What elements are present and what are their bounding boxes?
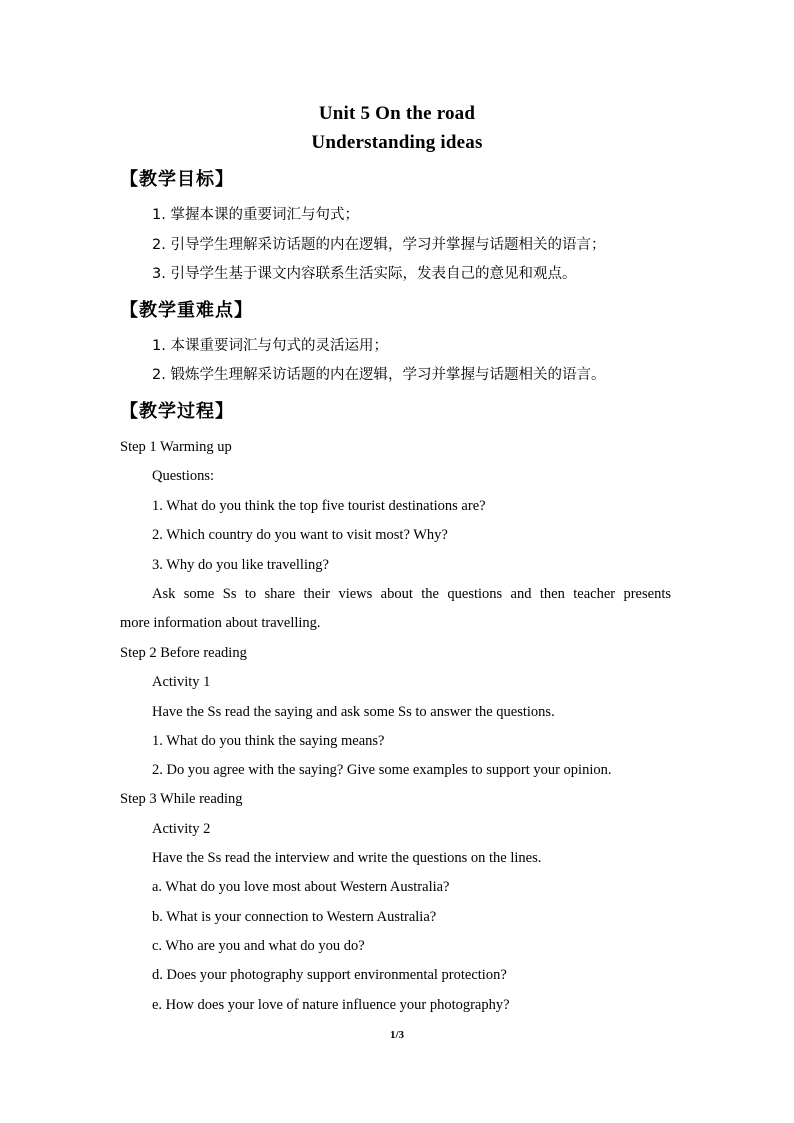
activity-label: Activity 2 xyxy=(152,821,211,837)
objective-item: 2. 引导学生理解采访话题的内在逻辑，学习并掌握与话题相关的语言； xyxy=(152,237,606,253)
question-option: a. What do you love most about Western Australia? xyxy=(152,879,450,895)
step3-instruction: Have the Ss read the interview and write the questions on the lines. xyxy=(152,850,542,866)
step1-question: 1. What do you think the top five tourist destinations are? xyxy=(152,498,486,514)
objective-item: 3. 引导学生基于课文内容联系生活实际，发表自己的意见和观点。 xyxy=(152,266,577,282)
step2-instruction: Have the Ss read the saying and ask some Ss to answer the questions. xyxy=(152,704,555,720)
key-point-item: 1. 本课重要词汇与句式的灵活运用； xyxy=(152,338,388,354)
step1-question: 2. Which country do you want to visit most? Why? xyxy=(152,527,448,543)
section-heading-process: 【教学过程】 xyxy=(120,401,234,422)
step1-heading: Step 1 Warming up xyxy=(120,439,232,455)
section-heading-key-points: 【教学重难点】 xyxy=(120,300,253,321)
question-option: e. How does your love of nature influence your photography? xyxy=(152,997,510,1013)
step2-heading: Step 2 Before reading xyxy=(120,645,247,661)
key-point-item: 2. 锻炼学生理解采访话题的内在逻辑，学习并掌握与话题相关的语言。 xyxy=(152,367,606,383)
unit-title: Unit 5 On the road xyxy=(318,103,476,124)
page-number: 1/3 xyxy=(389,1029,405,1041)
step1-question: 3. Why do you like travelling? xyxy=(152,557,329,573)
step1-paragraph-line: more information about travelling. xyxy=(120,615,321,631)
question-option: d. Does your photography support environmental protection? xyxy=(152,967,507,983)
activity-label: Activity 1 xyxy=(152,674,211,690)
step3-heading: Step 3 While reading xyxy=(120,791,243,807)
step2-question: 2. Do you agree with the saying? Give some examples to support your opinion. xyxy=(152,762,612,778)
objective-item: 1. 掌握本课的重要词汇与句式； xyxy=(152,207,359,223)
step2-question: 1. What do you think the saying means? xyxy=(152,733,385,749)
question-option: c. Who are you and what do you do? xyxy=(152,938,365,954)
section-heading-objectives: 【教学目标】 xyxy=(120,169,234,190)
step1-paragraph-line: Ask some Ss to share their views about the questions and then teacher presents xyxy=(152,586,671,602)
questions-label: Questions: xyxy=(152,468,215,484)
question-option: b. What is your connection to Western Australia? xyxy=(152,909,437,925)
lesson-subtitle: Understanding ideas xyxy=(311,132,483,153)
